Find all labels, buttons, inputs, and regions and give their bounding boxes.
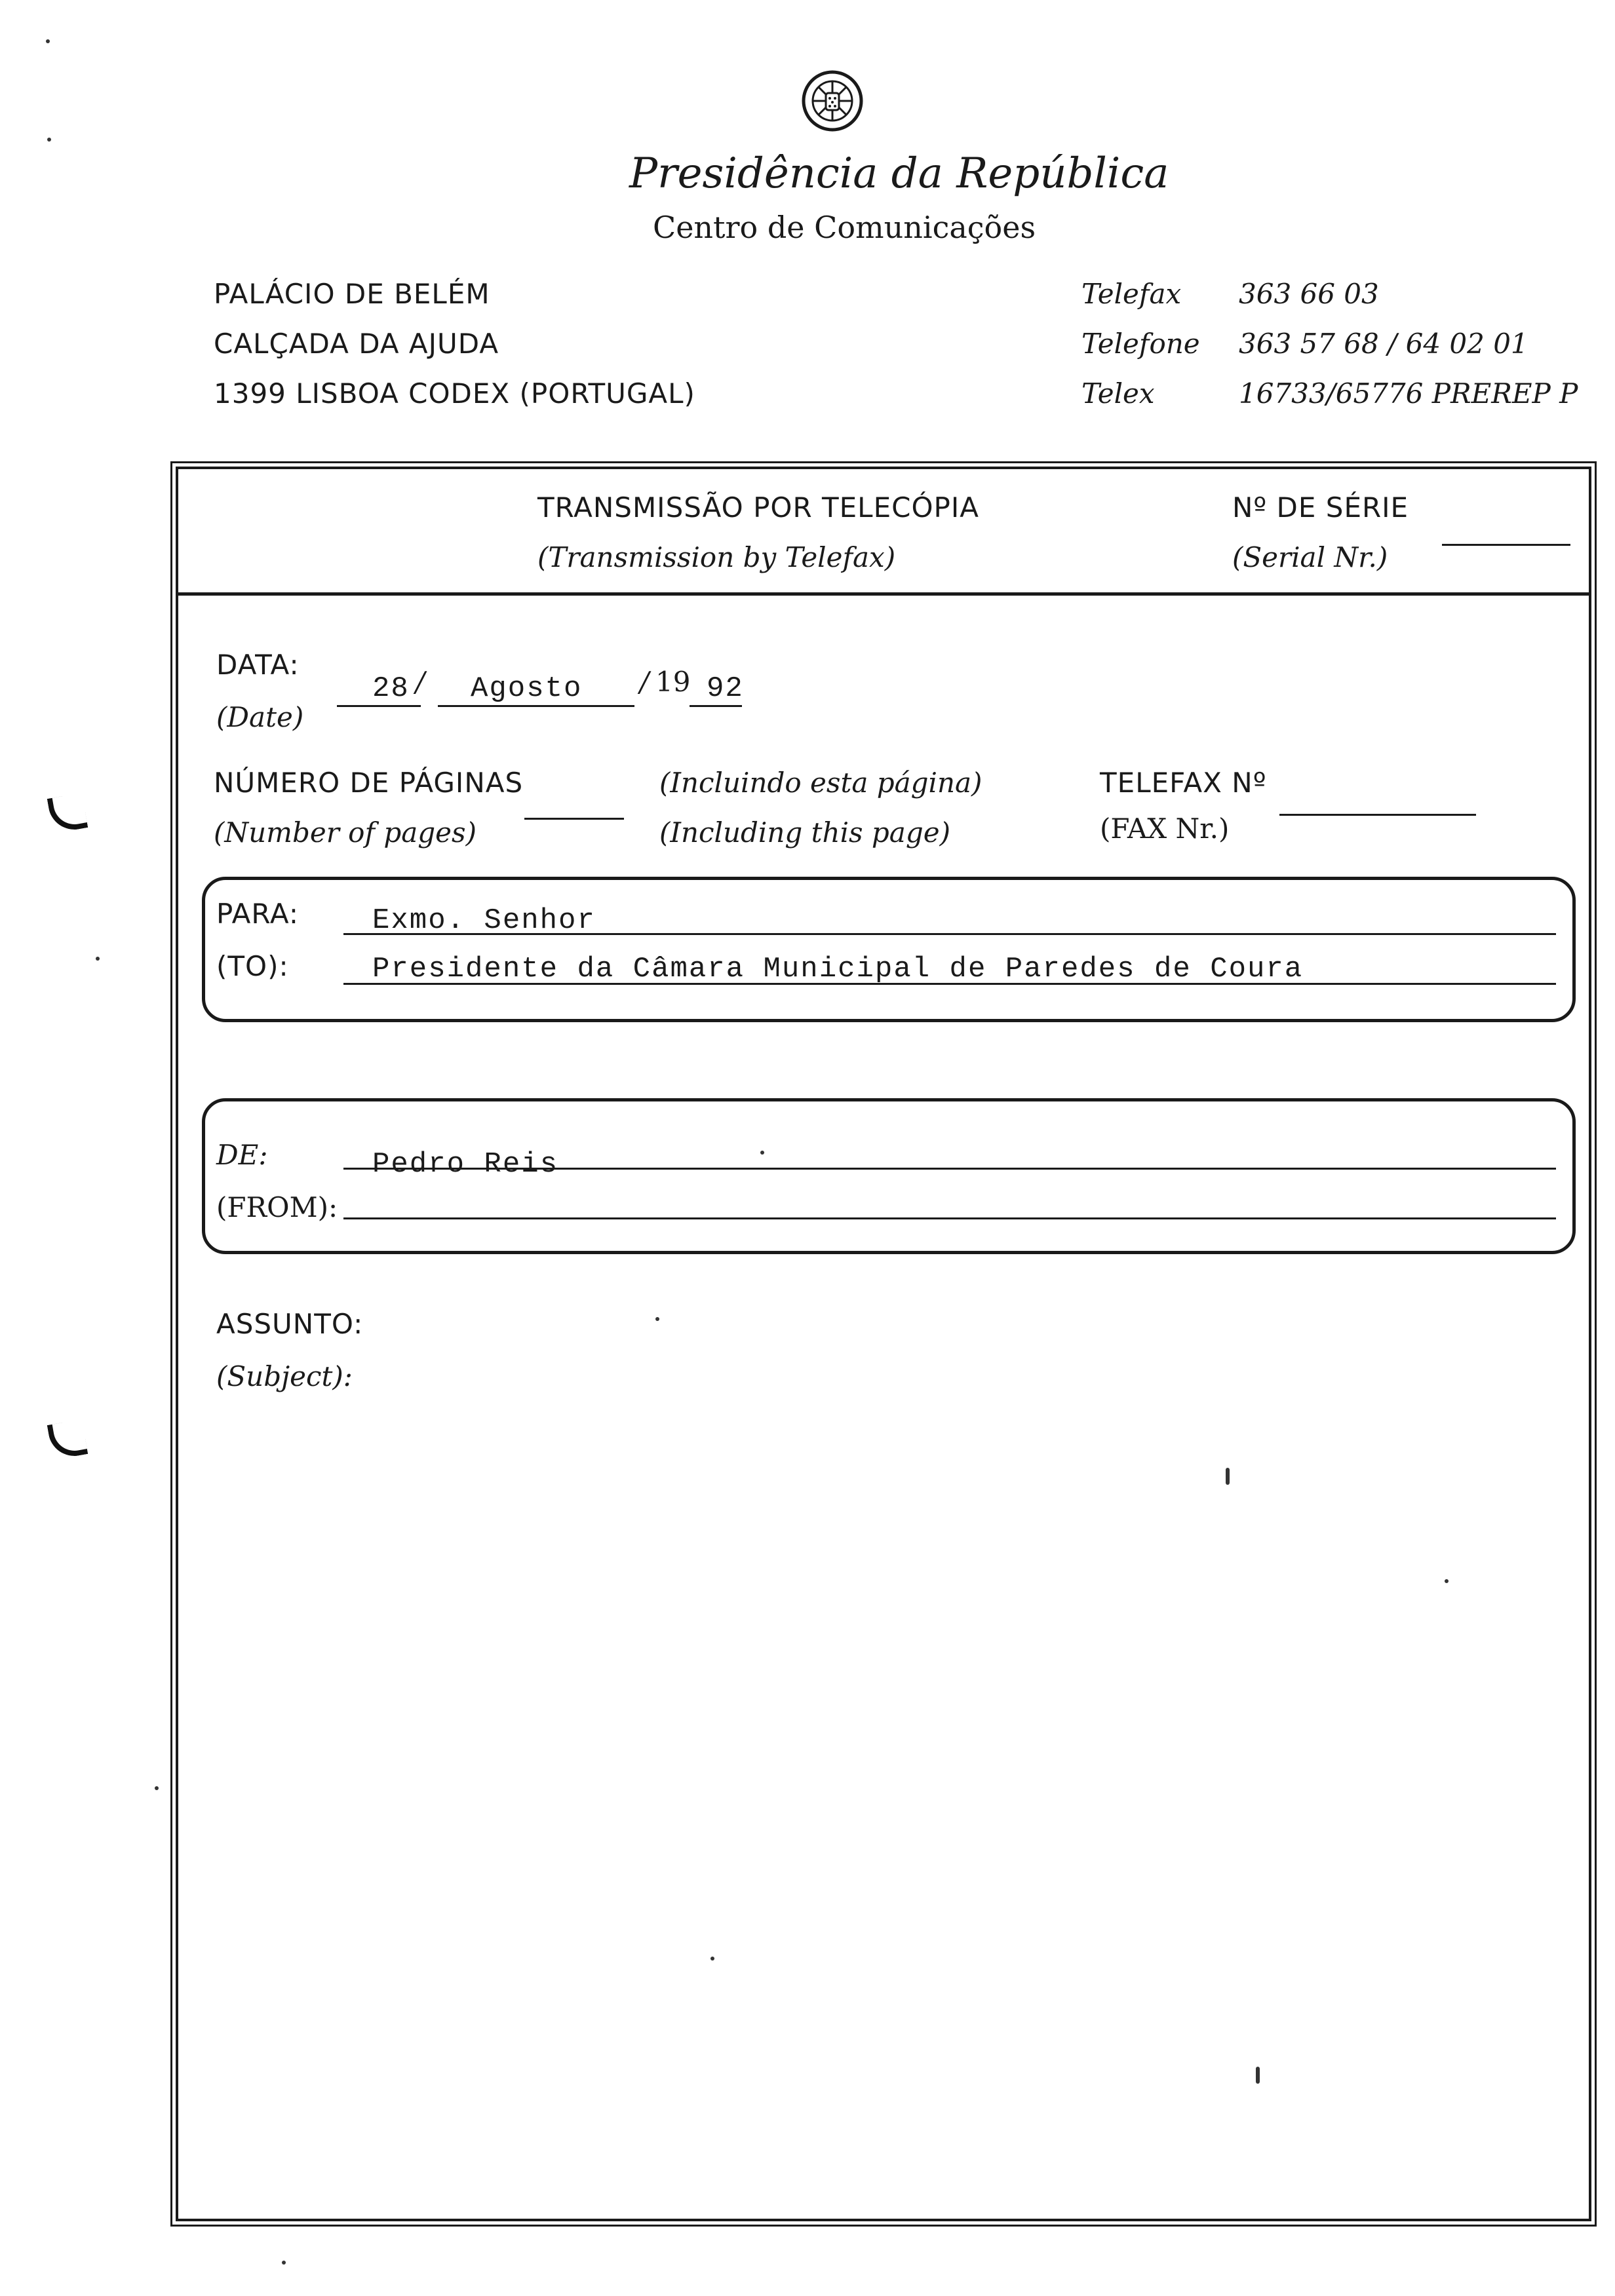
to-line-2-rule xyxy=(343,983,1556,985)
presidency-seal-icon xyxy=(801,69,864,132)
scan-speck xyxy=(710,1957,714,1961)
subject-label-en: (Subject): xyxy=(216,1360,353,1392)
fax-label-en: (FAX Nr.) xyxy=(1100,813,1230,845)
contact-telefax-label: Telefax xyxy=(1081,278,1182,310)
date-year-line xyxy=(690,705,742,707)
date-month: Agosto xyxy=(471,672,583,705)
fax-field-line xyxy=(1279,814,1476,816)
pages-note: (Incluindo esta página) xyxy=(659,767,983,799)
contact-telex-value: 16733/65776 PREREP P xyxy=(1239,377,1578,410)
scan-speck xyxy=(47,138,51,142)
binder-hole-mark-bottom xyxy=(47,1419,88,1461)
pages-field-line xyxy=(524,818,624,820)
date-separator-2: / xyxy=(640,666,650,698)
scan-speck xyxy=(282,2261,286,2265)
date-label-en: (Date) xyxy=(216,701,304,733)
to-label-en: (TO): xyxy=(216,950,289,982)
pages-note-en: (Including this page) xyxy=(659,816,950,849)
address-line-2: CALÇADA DA AJUDA xyxy=(214,328,499,360)
to-line-2: Presidente da Câmara Municipal de Paredes de Coura xyxy=(372,953,1304,985)
recipient-box xyxy=(202,877,1576,1022)
form-title: TRANSMISSÃO POR TELECÓPIA xyxy=(537,491,979,524)
date-year: 92 xyxy=(707,672,744,705)
pages-label: NÚMERO DE PÁGINAS xyxy=(214,767,524,799)
scan-speck xyxy=(96,957,100,961)
institution-name: Presidência da República xyxy=(629,149,1169,198)
serial-field-line xyxy=(1442,544,1570,546)
date-day-line xyxy=(337,705,421,707)
date-label: DATA: xyxy=(216,649,300,681)
date-separator-1: / xyxy=(416,666,425,698)
contact-telefone-label: Telefone xyxy=(1081,328,1200,360)
form-frame xyxy=(176,467,1591,2221)
scan-speck xyxy=(1256,2067,1260,2084)
address-line-1: PALÁCIO DE BELÉM xyxy=(214,278,490,310)
binder-hole-mark-top xyxy=(47,793,88,834)
date-century: 19 xyxy=(655,666,691,698)
department-name: Centro de Comunicações xyxy=(653,210,1036,245)
scan-speck xyxy=(1226,1468,1230,1485)
header-divider xyxy=(178,592,1589,596)
scan-speck xyxy=(155,1786,159,1790)
date-day: 28 xyxy=(372,672,410,705)
from-label-en: (FROM): xyxy=(216,1191,338,1223)
form-title-en: (Transmission by Telefax) xyxy=(537,541,896,573)
to-label: PARA: xyxy=(216,898,299,930)
scan-speck xyxy=(1445,1579,1449,1583)
pages-label-en: (Number of pages) xyxy=(214,816,477,849)
scan-speck xyxy=(655,1317,659,1321)
subject-label: ASSUNTO: xyxy=(216,1308,364,1340)
from-line-1-rule xyxy=(343,1168,1556,1170)
from-label: DE: xyxy=(216,1139,268,1171)
scan-speck xyxy=(46,39,50,43)
to-line-1: Exmo. Senhor xyxy=(372,904,596,937)
serial-label: Nº DE SÉRIE xyxy=(1232,491,1409,524)
address-line-3: 1399 LISBOA CODEX (PORTUGAL) xyxy=(214,377,695,410)
contact-telex-label: Telex xyxy=(1081,377,1155,410)
to-line-1-rule xyxy=(343,933,1556,935)
date-month-line xyxy=(438,705,634,707)
contact-telefax-value: 363 66 03 xyxy=(1239,278,1379,310)
from-line-1: Pedro Reis xyxy=(372,1148,559,1181)
from-line-2-rule xyxy=(343,1217,1556,1219)
fax-label: TELEFAX Nº xyxy=(1100,767,1267,799)
serial-label-en: (Serial Nr.) xyxy=(1232,541,1388,573)
contact-telefone-value: 363 57 68 / 64 02 01 xyxy=(1239,328,1528,360)
scan-speck xyxy=(760,1151,764,1155)
